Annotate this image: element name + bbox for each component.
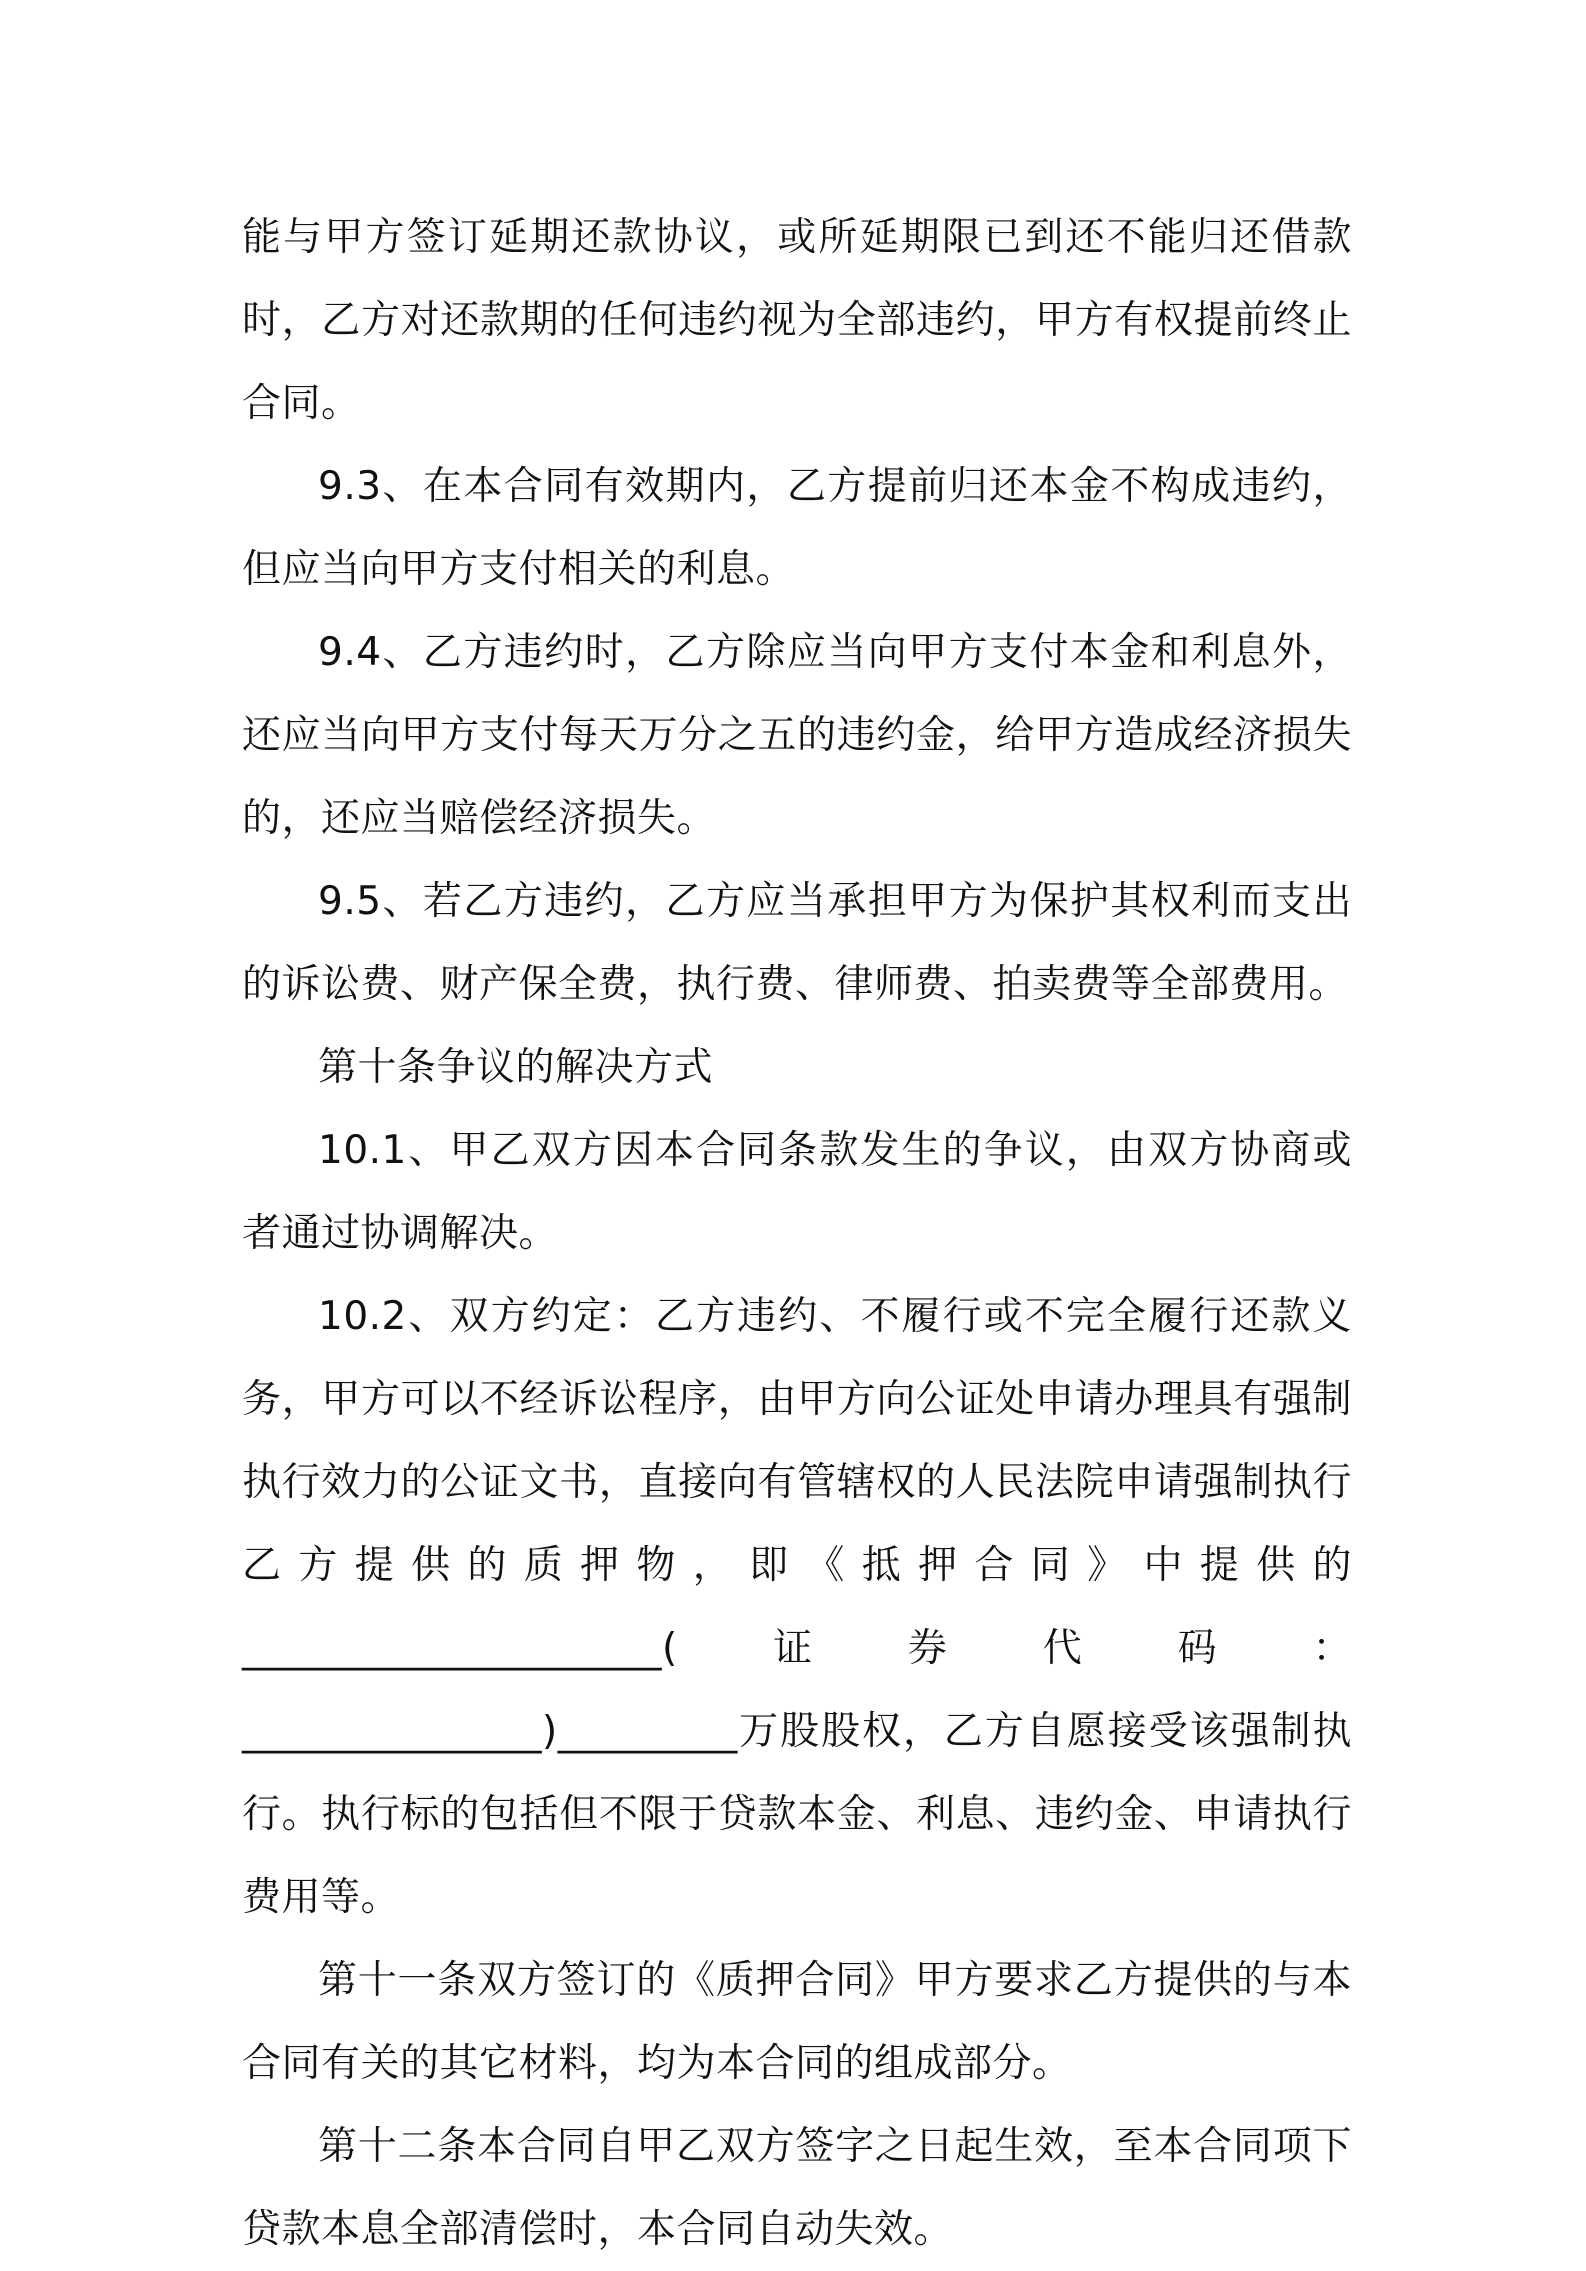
document-body [242,196,1352,2271]
paragraph-9-5: 9.5、若乙方违约，乙方应当承担甲方为保护其权利而支出的诉讼费、财产保全费，执行费、律师费、拍卖费等全部费用。 [242,879,1352,1007]
heading-article-10: 第十条争议的解决方式 [318,1045,714,1090]
paragraph-10-2: 10.2、双方约定：乙方违约、不履行或不完全履行还款义务，甲方可以不经诉讼程序，由甲方向公证处申请办理具有强制执行效力的公证文书，直接向有管辖权的人民法院申请强制执行乙方提供的质押物，即《抵押合同》中提供的_____________________(证券代码：_______________)_________万股股权，乙方自愿接受该强制执行。执行标的包括但不限于贷款本金、利息、违约金、申请执行费用等。 [242,1294,1352,1920]
paragraph-9-4: 9.4、乙方违约时，乙方除应当向甲方支付本金和利息外，还应当向甲方支付每天万分之五的违约金，给甲方造成经济损失的，还应当赔偿经济损失。 [242,630,1352,841]
paragraph-article-12: 第十二条本合同自甲乙双方签字之日起生效，至本合同项下贷款本息全部清偿时，本合同自动失效。 [242,2124,1352,2252]
paragraph-10-1: 10.1、甲乙双方因本合同条款发生的争议，由双方协商或者通过协调解决。 [242,1128,1352,1256]
paragraph-article-11: 第十一条双方签订的《质押合同》甲方要求乙方提供的与本合同有关的其它材料，均为本合同的组成部分。 [242,1958,1352,2086]
paragraph-continuation: 能与甲方签订延期还款协议，或所延期限已到还不能归还借款时，乙方对还款期的任何违约视为全部违约，甲方有权提前终止合同。 [242,215,1352,426]
paragraph-9-3: 9.3、在本合同有效期内，乙方提前归还本金不构成违约，但应当向甲方支付相关的利息。 [242,464,1352,592]
